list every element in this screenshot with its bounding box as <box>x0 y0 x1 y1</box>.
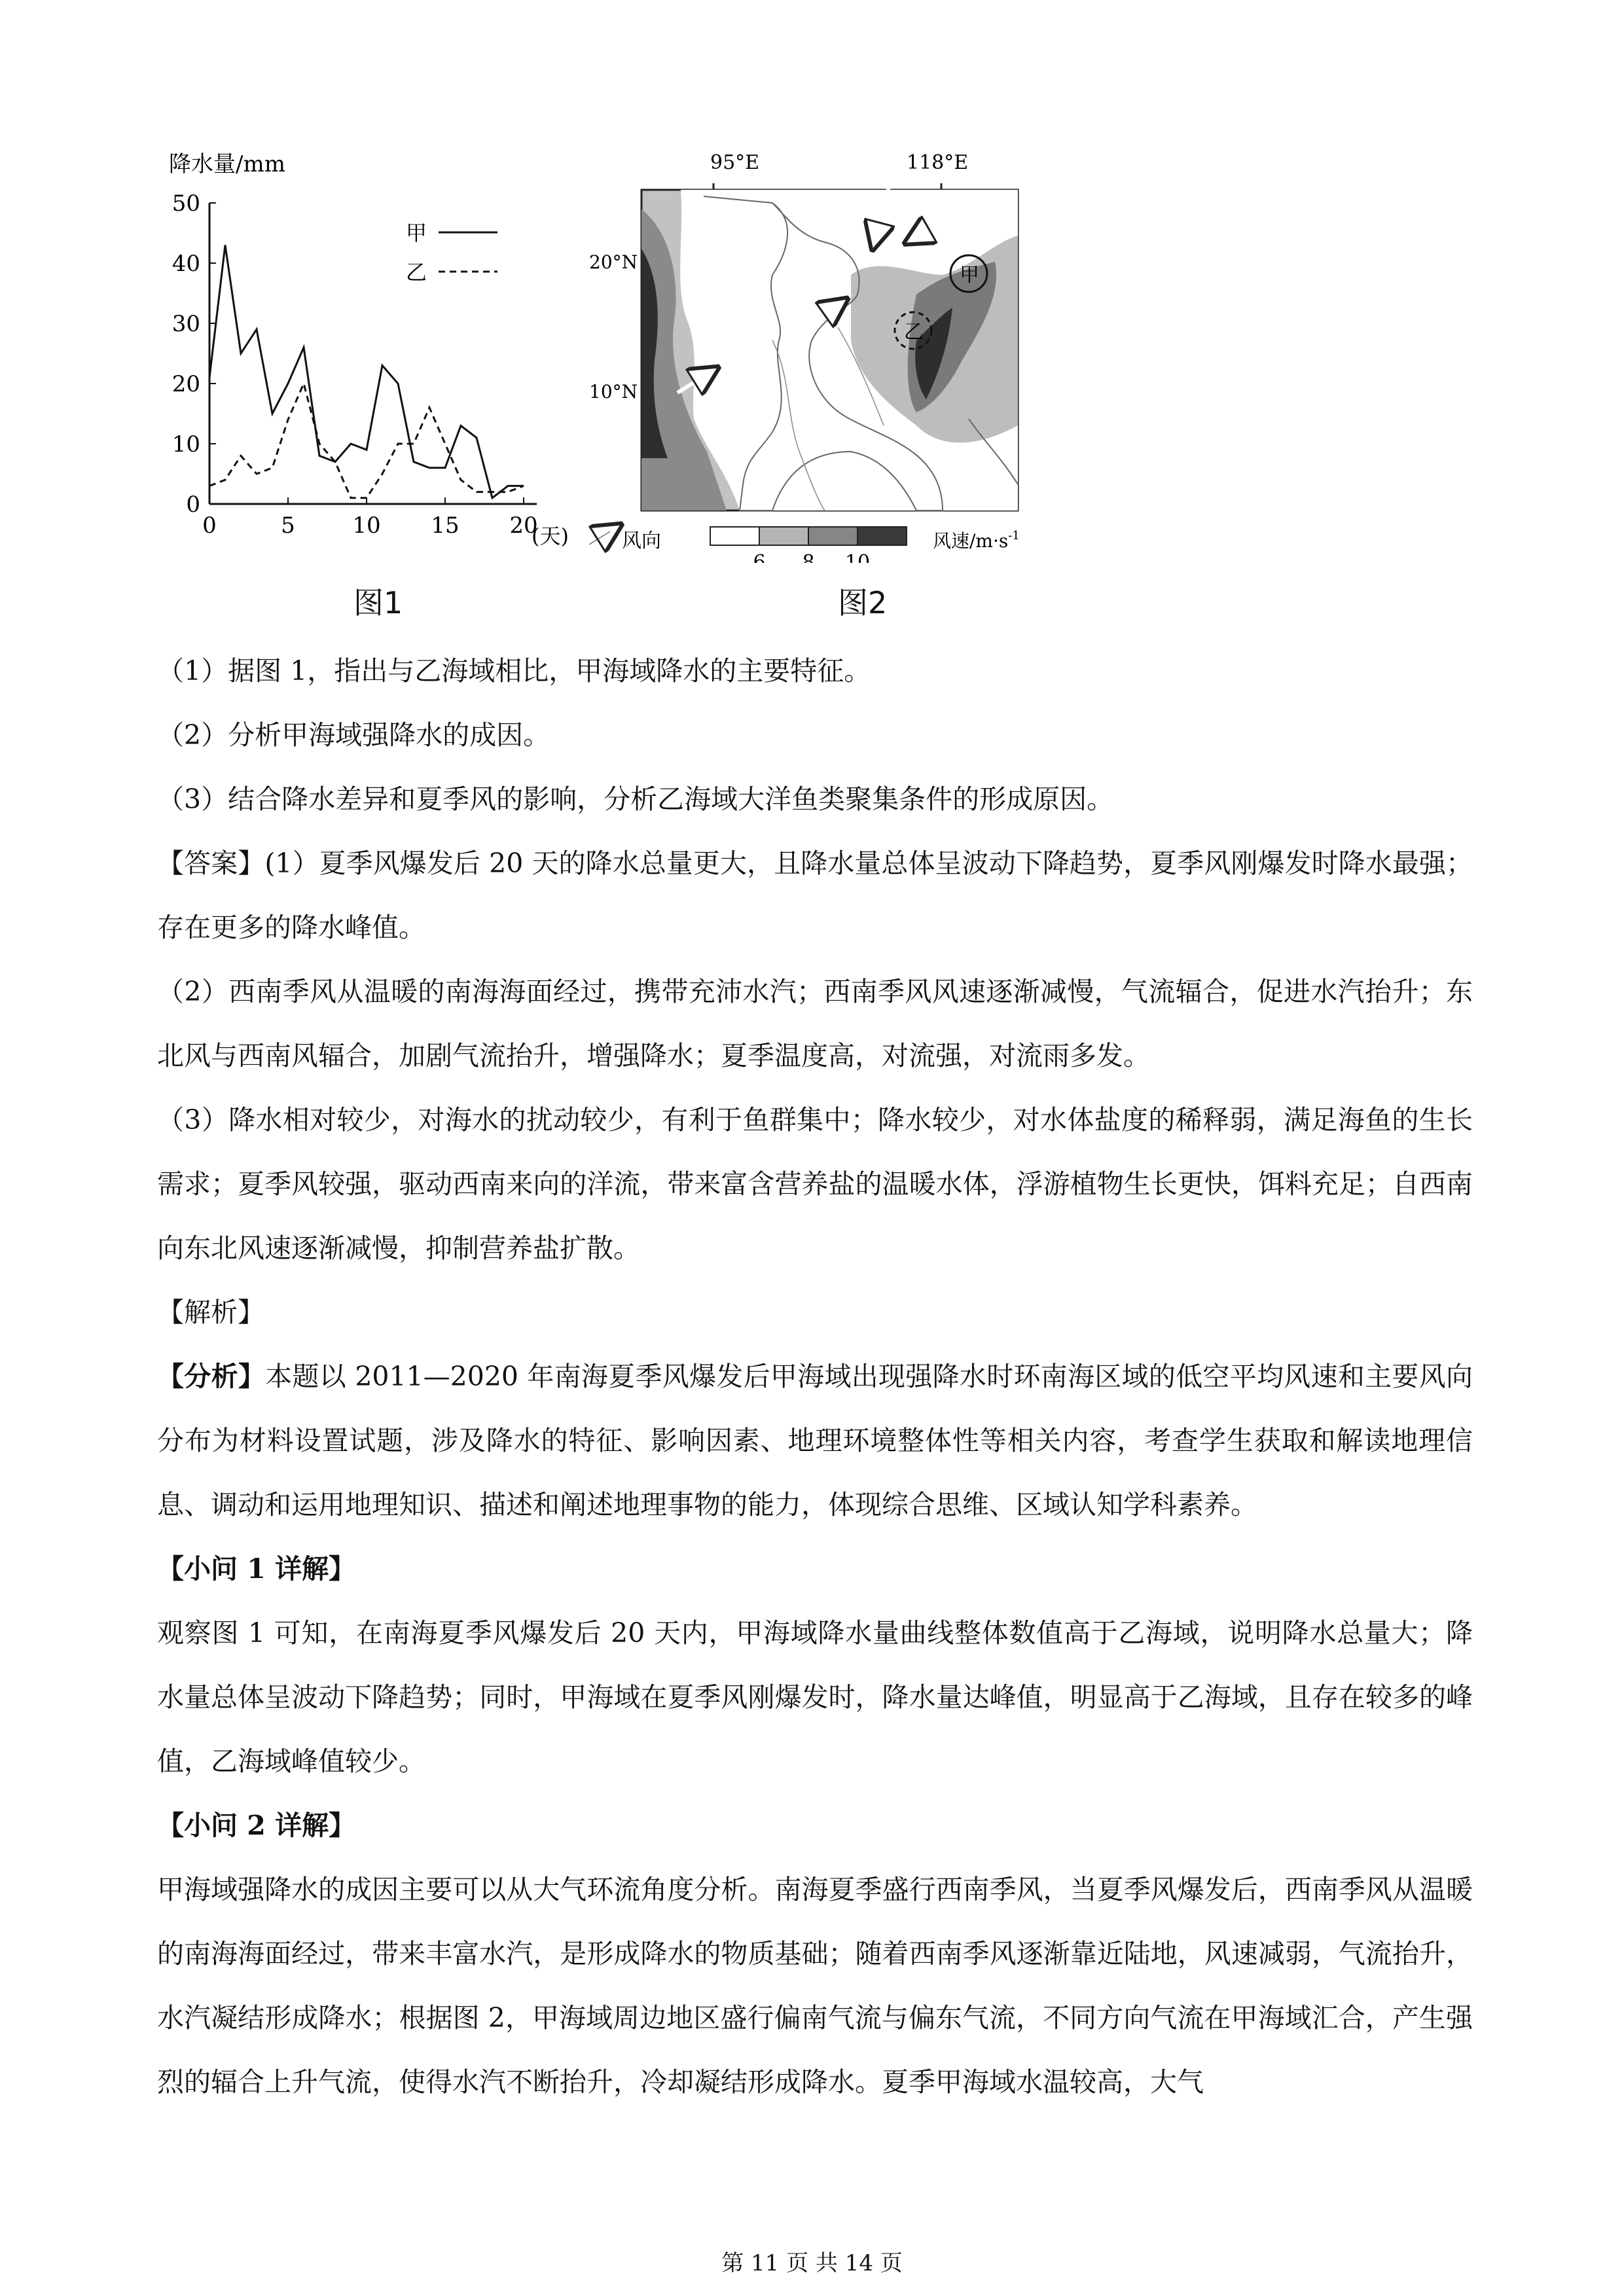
answer-3: （3）降水相对较少，对海水的扰动较少，有利于鱼群集中；降水较少，对水体盐度的稀释弱，满足海鱼的生长需求；夏季风较强，驱动西南来向的洋流，带来富含营养盐的温暖水体，浮游植物生长更快，饵料充足；自西南向东北风速逐渐减慢，抑制营养盐扩散。 <box>157 1104 1473 1264</box>
y-tick-label: 40 <box>171 251 200 277</box>
fenxi-label: 【分析】 <box>157 1361 266 1392</box>
legend-wind-speed: 风速$/m\cdot s^{-1}$ <box>933 529 1020 552</box>
x-tick-label: 20 <box>509 512 538 539</box>
question-3: （3）结合降水差异和夏季风的影响，分析乙海域大洋鱼类聚集条件的形成原因。 <box>157 783 1114 815</box>
y-tick-label: 20 <box>171 371 200 397</box>
legend-label-yi: 乙 <box>406 260 427 285</box>
legend-tick-label: 8 <box>802 551 815 563</box>
lon-label-118e: 118°E <box>907 151 969 174</box>
answer-1 <box>157 831 1473 960</box>
marker-yi: 乙 <box>904 321 924 344</box>
x-tick-label: 10 <box>352 512 381 539</box>
lat-label-20n: 20°N <box>589 251 638 273</box>
legend-tick-label: 6 <box>753 551 766 563</box>
figure-1 <box>157 144 602 550</box>
legend-color-swatch <box>710 527 759 545</box>
legend-wind-speed-bar <box>710 527 907 563</box>
legend-color-swatch <box>759 527 808 545</box>
answer-1-text: (1）夏季风爆发后 20 天的降水总量更大，且降水量总体呈波动下降趋势，夏季风刚爆发时降水最强；存在更多的降水峰值。 <box>157 848 1473 943</box>
question-1: （1）据图 1，指出与乙海域相比，甲海域降水的主要特征。 <box>157 655 871 687</box>
x-axis-unit-label: (天) <box>532 524 569 548</box>
q1-detail-label: 【小问 1 详解】 <box>157 1553 356 1585</box>
answer-label: 【答案】 <box>157 848 265 879</box>
x-tick-label: 15 <box>431 512 460 539</box>
legend-color-swatch <box>808 527 857 545</box>
precipitation-chart <box>157 144 602 550</box>
figure-1-caption: 图1 <box>353 585 403 620</box>
y-tick-label: 30 <box>171 311 200 337</box>
marker-jia: 甲 <box>960 264 979 287</box>
analysis-fenxi <box>157 1344 1473 1537</box>
lon-label-95e: 95°E <box>710 151 760 174</box>
y-tick-label: 10 <box>171 431 200 457</box>
legend-wind-direction: 风向 <box>622 529 661 552</box>
y-axis-label: 降水量/mm <box>169 151 285 177</box>
y-tick-label: 50 <box>171 190 200 217</box>
figure-2-caption: 图2 <box>838 585 888 620</box>
fenxi-text: 本题以 2011—2020 年南海夏季风爆发后甲海域出现强降水时环南海区域的低空平均风速和主要风向分布为材料设置试题，涉及降水的特征、影响因素、地理环境整体性等相关内容，考查学生获取和解读地理信息、调动和运用地理知识、描述和阐述地理事物的能力，体现综合思维、区域认知学科素养。 <box>157 1361 1473 1520</box>
figure-2 <box>576 144 1074 563</box>
page-footer: 第 11 页 共 14 页 <box>721 2250 903 2276</box>
legend-tick-label: 10 <box>844 551 871 563</box>
lat-label-10n: 10°N <box>589 381 638 403</box>
text-body <box>157 639 1473 2114</box>
y-tick-label: 0 <box>186 492 200 518</box>
legend-color-swatch <box>857 527 907 545</box>
legend-label-jia: 甲 <box>406 221 427 245</box>
q1-detail: 观察图 1 可知，在南海夏季风爆发后 20 天内，甲海域降水量曲线整体数值高于乙海域，说明降水总量大；降水量总体呈波动下降趋势；同时，甲海域在夏季风刚爆发时，降水量达峰值，明显高于乙海域，且存在较多的峰值，乙海域峰值较少。 <box>157 1617 1473 1777</box>
x-tick-label: 0 <box>202 512 217 539</box>
question-2: （2）分析甲海域强降水的成因。 <box>157 719 550 751</box>
series-line-jia <box>209 245 524 497</box>
q2-detail: 甲海域强降水的成因主要可以从大气环流角度分析。南海夏季盛行西南季风，当夏季风爆发后，西南季风从温暖的南海海面经过，带来丰富水汽，是形成降水的物质基础；随着西南季风逐渐靠近陆地，风速减弱，气流抬升，水汽凝结形成降水；根据图 2，甲海域周边地区盛行偏南气流与偏东气流，不同方向气流在甲海域汇合，产生强烈的辐合上升气流，使得水汽不断抬升，冷却凝结形成降水。夏季甲海域水温较高，大气 <box>157 1874 1473 2098</box>
analysis-label: 【解析】 <box>157 1297 264 1328</box>
wind-map <box>576 144 1074 563</box>
x-tick-label: 5 <box>281 512 295 539</box>
answer-2: （2）西南季风从温暖的南海海面经过，携带充沛水汽；西南季风风速逐渐减慢，气流辐合，促进水汽抬升；东北风与西南风辐合，加剧气流抬升，增强降水；夏季温度高，对流强，对流雨多发。 <box>157 976 1473 1071</box>
q2-detail-label: 【小问 2 详解】 <box>157 1810 356 1841</box>
